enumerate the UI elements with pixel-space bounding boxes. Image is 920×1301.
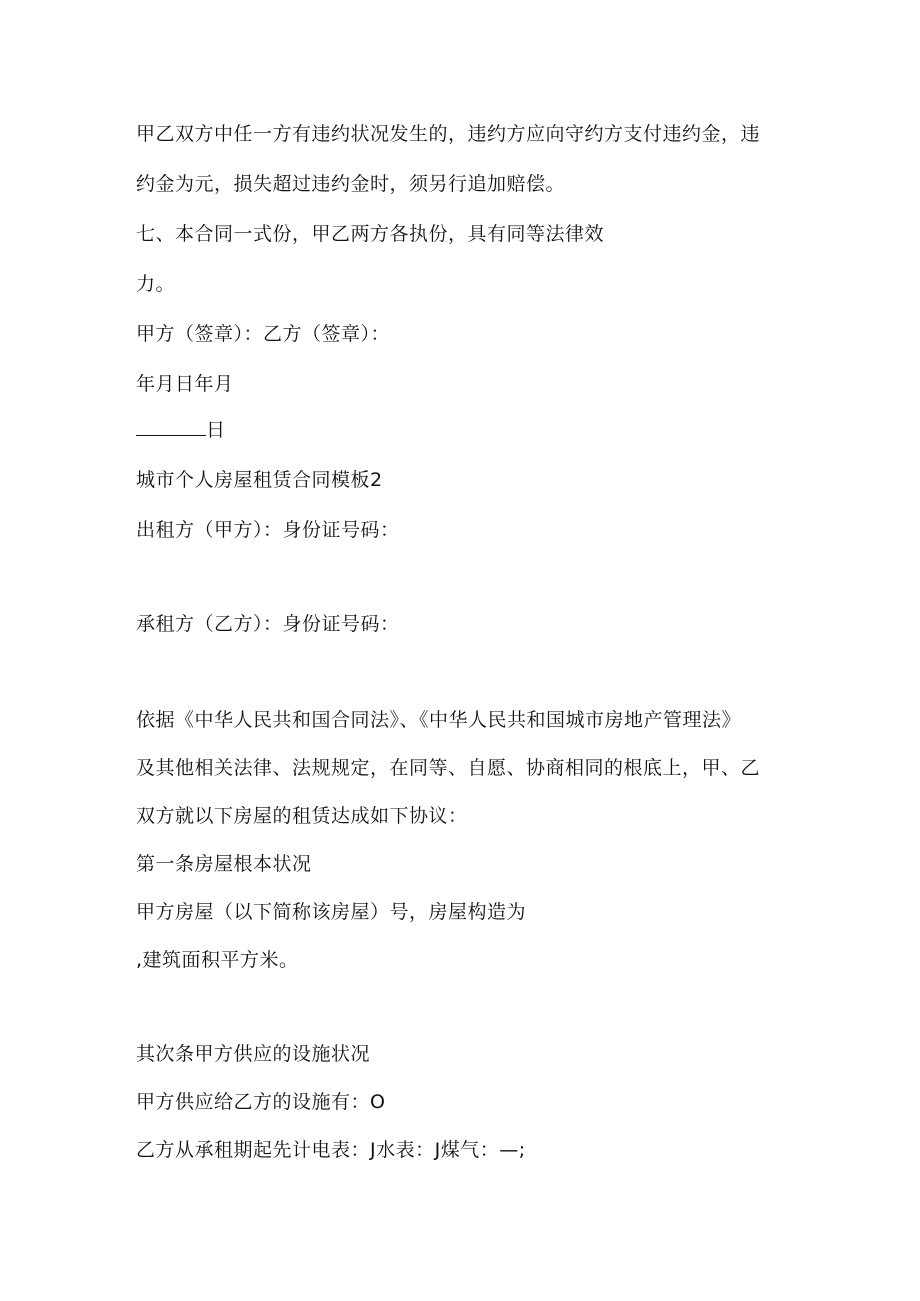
article-two-heading: 其次条甲方供应的设施状况 — [136, 1043, 371, 1065]
paragraph-penalty-line-1: 甲乙双方中任一方有违约状况发生的，违约方应向守约方支付违约金，违 — [136, 123, 761, 145]
house-description-line-2: ,建筑面积平方米。 — [136, 949, 299, 971]
signature-line: 甲方（签章）：乙方（签章）： — [136, 323, 391, 345]
basis-line-2: 及其他相关法律、法规规定，在同等、自愿、协商相同的根底上，甲、乙 — [136, 757, 761, 779]
basis-line-3: 双方就以下房屋的租赁达成如下协议： — [136, 805, 468, 827]
article-one-heading: 第一条房屋根本状况 — [136, 853, 312, 875]
clause-seven-line-2: 力。 — [136, 273, 176, 295]
lessee-line: 承租方（乙方）：身份证号码： — [136, 613, 400, 635]
lessor-line: 出租方（甲方）：身份证号码： — [136, 519, 400, 541]
date-blank-underline — [136, 419, 206, 436]
paragraph-penalty-line-2: 约金为元，损失超过违约金时，须另行追加赔偿。 — [136, 173, 566, 195]
date-day-label: 日 — [206, 419, 226, 441]
date-day-line — [136, 418, 226, 442]
meters-line: 乙方从承租期起先计电表：J水表：J煤气：—; — [136, 1139, 526, 1161]
basis-line-1: 依据《中华人民共和国合同法》、《中华人民共和国城市房地产管理法》 — [136, 709, 742, 731]
house-description-line-1: 甲方房屋（以下简称该房屋）号，房屋构造为 — [136, 901, 527, 923]
facilities-line: 甲方供应给乙方的设施有：O — [136, 1091, 386, 1113]
contract-title: 城市个人房屋租赁合同模板2 — [136, 469, 383, 491]
date-line: 年月日年月 — [136, 373, 234, 395]
clause-seven-line-1: 七、本合同一式份，甲乙两方各执份，具有同等法律效 — [136, 223, 605, 245]
